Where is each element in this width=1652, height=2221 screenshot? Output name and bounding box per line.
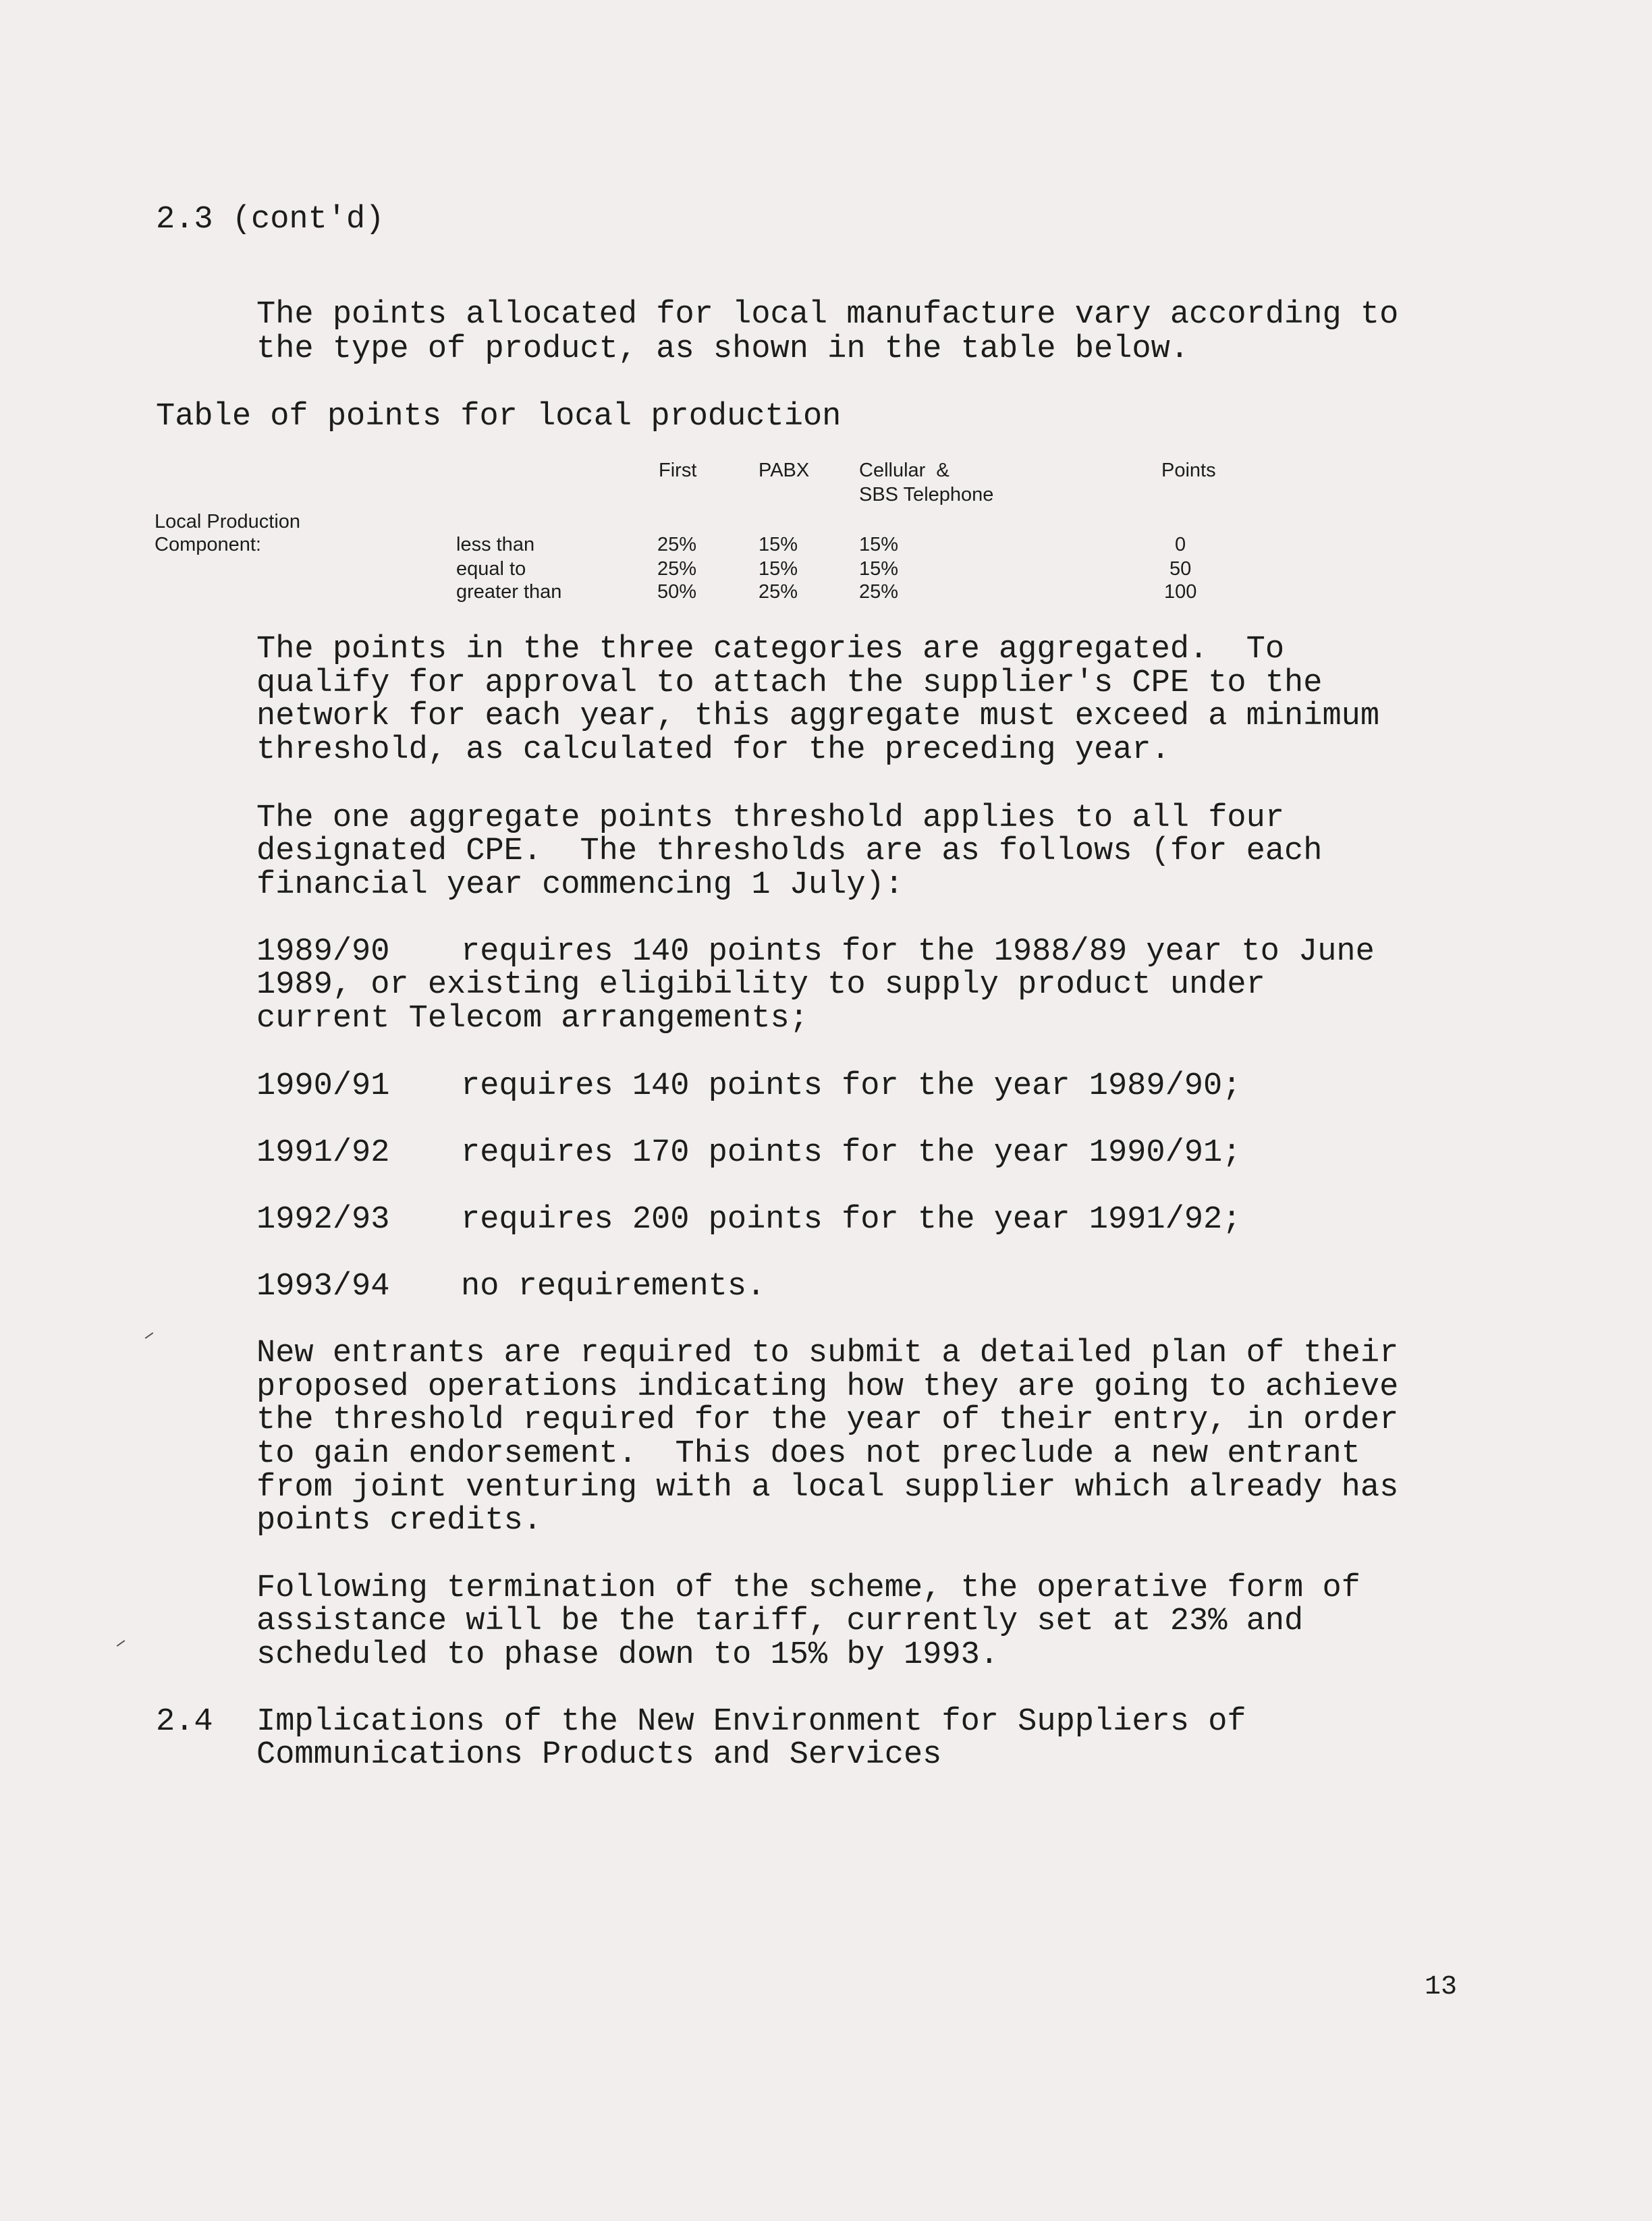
section-2-4-number: 2.4 [156,1704,213,1740]
year-requirement: no requirements. [461,1269,766,1305]
new-entrants-line-1: New entrants are required to submit a detailed plan of their [256,1336,1399,1371]
new-entrants-line-2: proposed operations indicating how they are going to achieve [256,1369,1399,1405]
threshold-line-3: financial year commencing 1 July): [256,867,904,903]
year-label: 1992/93 [256,1202,390,1238]
new-entrants-line-5: from joint venturing with a local supplier which already has [256,1470,1399,1506]
threshold-line-2: designated CPE. The thresholds are as follows (for each [256,833,1323,869]
new-entrants-line-6: points credits. [256,1503,543,1539]
table-cell-points: 100 [1164,581,1197,603]
table-cell-pabx: 15% [759,558,798,580]
table-cell-cellular: 25% [859,581,899,603]
section-heading: 2.3 (cont'd) [156,202,385,238]
aggregated-line-3: network for each year, this aggregate must exceed a minimum [256,698,1380,734]
col-header-sbs-telephone: SBS Telephone [859,484,994,505]
termination-line-2: assistance will be the tariff, currently set at 23% and [256,1603,1304,1639]
col-header-points: Points [1161,460,1216,481]
aggregated-line-1: The points in the three categories are aggregated. To [256,632,1285,667]
aggregated-line-4: threshold, as calculated for the preceding year. [256,732,1170,768]
year-requirement-line-3: current Telecom arrangements; [256,1001,808,1037]
threshold-line-1: The one aggregate points threshold applies to all four [256,800,1285,836]
table-cell-first: 25% [657,558,697,580]
year-label: 1993/94 [256,1269,390,1305]
scan-mark [117,1640,126,1647]
table-cell-cellular: 15% [859,534,899,555]
new-entrants-line-3: the threshold required for the year of their entry, in order [256,1402,1399,1438]
year-label: 1989/90 [256,934,390,970]
year-requirement: requires 140 points for the year 1989/90; [461,1068,1242,1104]
table-cell-points: 0 [1175,534,1186,555]
year-requirement: requires 170 points for the year 1990/91; [461,1135,1242,1171]
new-entrants-line-4: to gain endorsement. This does not preclude a new entrant [256,1436,1360,1472]
aggregated-line-2: qualify for approval to attach the supplier's CPE to the [256,665,1323,701]
table-cell-pabx: 25% [759,581,798,603]
year-requirement-line-2: 1989, or existing eligibility to supply product under [256,967,1265,1003]
table-cell-first: 50% [657,581,697,603]
section-2-4-title-line-1: Implications of the New Environment for Suppliers of [256,1704,1246,1740]
table-cell-points: 50 [1169,558,1192,580]
intro-line-1: The points allocated for local manufacture vary according to [256,297,1399,333]
year-label: 1991/92 [256,1135,390,1171]
intro-line-2: the type of product, as shown in the table below. [256,331,1190,367]
table-row-label: greater than [456,581,562,603]
table-row-label: equal to [456,558,526,580]
section-2-4-title-line-2: Communications Products and Services [256,1737,942,1773]
table-title: Table of points for local production [156,399,842,435]
year-label: 1990/91 [256,1068,390,1104]
table-row-label: less than [456,534,535,555]
row-label-component: Component: [155,534,261,555]
page-number: 13 [1425,1972,1458,2002]
termination-line-1: Following termination of the scheme, the operative form of [256,1570,1360,1606]
row-label-local-production: Local Production [155,511,301,532]
col-header-first: First [659,460,697,481]
termination-line-3: scheduled to phase down to 15% by 1993. [256,1637,999,1673]
scan-mark [145,1332,154,1339]
col-header-pabx: PABX [759,460,810,481]
table-cell-first: 25% [657,534,697,555]
table-cell-pabx: 15% [759,534,798,555]
col-header-cellular: Cellular & [859,460,949,481]
year-requirement: requires 200 points for the year 1991/92; [461,1202,1242,1238]
year-requirement-line-1: requires 140 points for the 1988/89 year to June [461,934,1375,970]
table-cell-cellular: 15% [859,558,899,580]
